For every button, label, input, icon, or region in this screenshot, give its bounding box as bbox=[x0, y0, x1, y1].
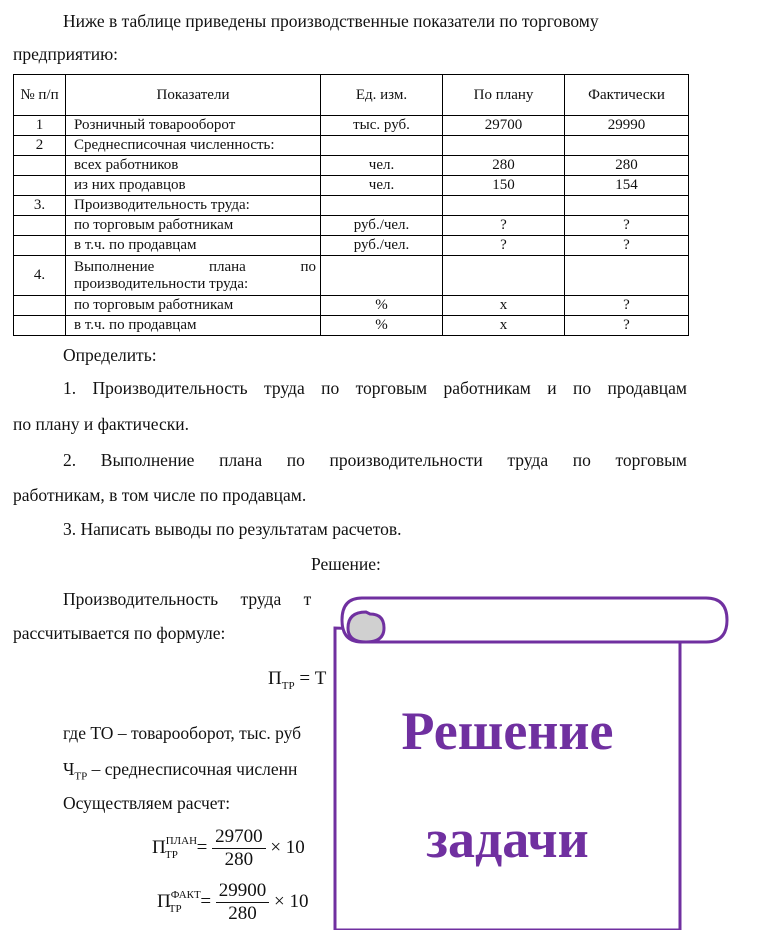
row-num bbox=[14, 156, 66, 176]
plan-formula: $П^{ПЛАН}_{ТР}$ = $\frac{29700}{280}$ × 10 bbox=[152, 826, 305, 870]
plan-sub: ТР bbox=[165, 848, 178, 861]
plan-sup: ПЛАН bbox=[165, 834, 198, 847]
row-name: по торговым работникам bbox=[66, 216, 321, 236]
fact-tail: × 10 bbox=[274, 890, 309, 912]
row-name: в т.ч. по продавцам bbox=[66, 236, 321, 256]
where-to: где ТО – товарооборот, тыс. руб bbox=[63, 723, 302, 743]
task-item-2-line-2: работникам, в том числе по продавцам. bbox=[13, 485, 307, 505]
table-row bbox=[14, 316, 689, 336]
table-row bbox=[14, 236, 689, 256]
row-num bbox=[14, 316, 66, 336]
plan-denominator: 280 bbox=[224, 849, 254, 870]
fact-formula: $П^{ФАКТ}_{ТР}$ = $\frac{29900}{280}$ × 10 bbox=[157, 880, 309, 924]
plan-tail: × 10 bbox=[270, 836, 305, 858]
row-plan: ? bbox=[443, 236, 565, 256]
row-name: Производительность труда: bbox=[66, 196, 321, 216]
solution-para-line-1: Производительность труда т bbox=[63, 589, 312, 609]
where-ch-symbol: Ч bbox=[63, 759, 75, 779]
task-item-2-line-1: 2. Выполнение плана по производительности труда по торговым bbox=[63, 450, 687, 470]
row-name: в т.ч. по продавцам bbox=[66, 316, 321, 336]
row-fact bbox=[565, 196, 689, 216]
row-unit: % bbox=[321, 296, 443, 316]
formula-eq: = bbox=[299, 668, 311, 689]
plan-lhs: $П^{ПЛАН}_{ТР}$ bbox=[152, 834, 198, 861]
header-fact: Фактически bbox=[565, 75, 689, 116]
task-item-3: 3. Написать выводы по результатам расчетов. bbox=[63, 519, 402, 539]
task-item-1-line-2: по плану и фактически. bbox=[13, 414, 189, 434]
row-plan: х bbox=[443, 296, 565, 316]
row-plan: ? bbox=[443, 216, 565, 236]
row-plan bbox=[443, 196, 565, 216]
table-row bbox=[14, 176, 689, 196]
fact-lhs: $П^{ФАКТ}_{ТР}$ bbox=[157, 888, 201, 915]
row-unit: тыс. руб. bbox=[321, 116, 443, 136]
header-plan: По плану bbox=[443, 75, 565, 116]
row-unit bbox=[321, 196, 443, 216]
row-unit: руб./чел. bbox=[321, 216, 443, 236]
row-unit: руб./чел. bbox=[321, 236, 443, 256]
formula-lhs-sub: ТР bbox=[281, 679, 295, 692]
table-row bbox=[14, 156, 689, 176]
row-fact: 154 bbox=[565, 176, 689, 196]
row-num bbox=[14, 236, 66, 256]
fact-sup: ФАКТ bbox=[170, 888, 201, 901]
solution-title: Решение: bbox=[311, 554, 381, 574]
row-num: 1 bbox=[14, 116, 66, 136]
row-plan: 280 bbox=[443, 156, 565, 176]
calc-heading: Осуществляем расчет: bbox=[63, 793, 231, 813]
row-plan: 150 bbox=[443, 176, 565, 196]
fact-numerator: 29900 bbox=[216, 880, 270, 903]
row-plan bbox=[443, 256, 565, 296]
header-indicator: Показатели bbox=[66, 75, 321, 116]
row-fact: 280 bbox=[565, 156, 689, 176]
row-fact bbox=[565, 136, 689, 156]
row-plan: х bbox=[443, 316, 565, 336]
row-unit bbox=[321, 136, 443, 156]
row-name-line-1: Выполнение плана по bbox=[74, 258, 316, 275]
table-row bbox=[14, 216, 689, 236]
formula-lhs: П bbox=[268, 668, 282, 689]
row-name: Розничный товарооборот bbox=[66, 116, 321, 136]
banner-line-1: Решение bbox=[401, 701, 614, 761]
plan-fraction bbox=[212, 826, 266, 871]
where-ch-text: – среднесписочная численн bbox=[91, 759, 298, 779]
table-row bbox=[14, 196, 689, 216]
formula-num-partial: Т bbox=[314, 668, 327, 689]
define-heading: Определить: bbox=[63, 345, 157, 365]
row-name: всех работников bbox=[66, 156, 321, 176]
row-num: 3. bbox=[14, 196, 66, 216]
row-num bbox=[14, 216, 66, 236]
row-fact: ? bbox=[565, 316, 689, 336]
where-ch-sub: ТР bbox=[74, 770, 88, 783]
indicators-table bbox=[13, 74, 689, 336]
row-fact: ? bbox=[565, 216, 689, 236]
row-unit: чел. bbox=[321, 156, 443, 176]
intro-line-1: Ниже в таблице приведены производственные показатели по торговому bbox=[63, 11, 599, 31]
row-name: по торговым работникам bbox=[66, 296, 321, 316]
row-name: Среднесписочная численность: bbox=[66, 136, 321, 156]
row-unit bbox=[321, 256, 443, 296]
row-num: 4. bbox=[14, 256, 66, 296]
productivity-formula bbox=[268, 668, 326, 692]
row-fact bbox=[565, 256, 689, 296]
where-ch bbox=[63, 758, 297, 788]
row-unit: % bbox=[321, 316, 443, 336]
row-unit: чел. bbox=[321, 176, 443, 196]
row-fact: ? bbox=[565, 296, 689, 316]
row-plan bbox=[443, 136, 565, 156]
row-name-line-2: производительности труда: bbox=[74, 275, 249, 292]
fact-fraction bbox=[216, 880, 270, 925]
row-fact: 29990 bbox=[565, 116, 689, 136]
scroll-body bbox=[335, 628, 680, 930]
row-name-multiline bbox=[66, 256, 321, 296]
fact-sub: ТР bbox=[168, 902, 182, 915]
row-num: 2 bbox=[14, 136, 66, 156]
table-row bbox=[14, 136, 689, 156]
intro-line-2: предприятию: bbox=[13, 44, 119, 64]
task-item-1-line-1: 1. Производительность труда по торговым работникам и по продавцам bbox=[63, 378, 687, 398]
scroll-curl bbox=[348, 612, 384, 642]
table-row bbox=[14, 116, 689, 136]
plan-numerator: 29700 bbox=[212, 826, 266, 849]
scroll-top-roll bbox=[342, 598, 727, 642]
fact-denominator: 280 bbox=[228, 903, 257, 924]
header-num: № п/п bbox=[14, 75, 66, 116]
header-unit: Ед. изм. bbox=[321, 75, 443, 116]
row-num bbox=[14, 176, 66, 196]
row-plan: 29700 bbox=[443, 116, 565, 136]
table-row bbox=[14, 296, 689, 316]
row-name: из них продавцов bbox=[66, 176, 321, 196]
banner-line-2: задачи bbox=[426, 809, 589, 869]
table-row bbox=[14, 256, 689, 296]
solution-para-line-2: рассчитывается по формуле: bbox=[13, 623, 226, 643]
row-num bbox=[14, 296, 66, 316]
table-header-row bbox=[14, 75, 689, 116]
row-fact: ? bbox=[565, 236, 689, 256]
